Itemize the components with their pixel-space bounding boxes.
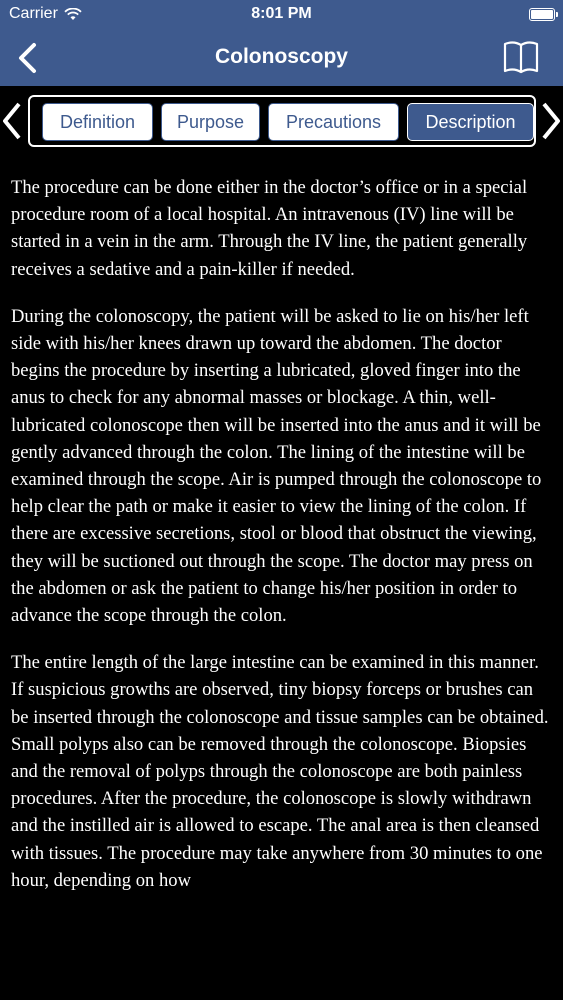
status-bar	[0, 0, 563, 30]
navigation-bar	[0, 30, 563, 86]
chevron-right-icon[interactable]	[541, 101, 563, 141]
battery-icon	[529, 8, 555, 21]
book-icon[interactable]	[503, 40, 539, 74]
status-time: 8:01 PM	[251, 5, 312, 22]
paragraph-3: The entire length of the large intestine can be examined in this manner. If suspicious growths are observed, tiny biopsy forceps or brushes can be inserted through the colonoscope and tissue samples can be obtained. Small polyps also can be removed through the colonoscope. Biopsies and the removal of polyps through the colonoscope are both painless procedures. After the procedure, the colonoscope is slowly withdrawn and the instilled air is allowed to escape. The anal area is then cleansed with tissues. The procedure may take anywhere from 30 minutes to one hour, depending on how	[11, 652, 549, 891]
page-title: Colonoscopy	[214, 45, 348, 68]
chevron-left-icon[interactable]	[0, 101, 22, 141]
paragraph-2: During the colonoscopy, the patient will be asked to lie on his/her left side with his/her knees drawn up toward the abdomen. The doctor begins the procedure by inserting a lubricated, gloved finger into the anus to check for any abnormal masses or blockage. A thin, well-lubricated colonoscope then will be inserted into the anus and it will be gently advanced through the colon. The lining of the intestine will be examined through the scope. Air is pumped through the colonoscope to help clear the path or make it easier to view the lining of the colon. If there are excessive secretions, stool or blood that obstruct the viewing, they will be suctioned out through the scope. The doctor may press on the abdomen or ask the patient to change his/her position in order to advance the scope through the colon.	[11, 305, 542, 627]
tab-definition[interactable]: Definition	[42, 103, 153, 141]
carrier-label: Carrier	[9, 5, 58, 22]
tab-description[interactable]: Description	[407, 103, 534, 141]
paragraph-1: The procedure can be done either in the doctor’s office or in a special procedure room of a local hospital. An intravenous (IV) line will be started in a vein in the arm. Through the IV line, the patient generally receives a sedative and a pain-killer if needed.	[11, 177, 528, 280]
tab-precautions[interactable]: Precautions	[268, 103, 399, 141]
section-tabs-row	[0, 93, 563, 149]
tab-purpose[interactable]: Purpose	[161, 103, 260, 141]
tabs-container	[28, 95, 536, 147]
description-content	[11, 174, 551, 1000]
